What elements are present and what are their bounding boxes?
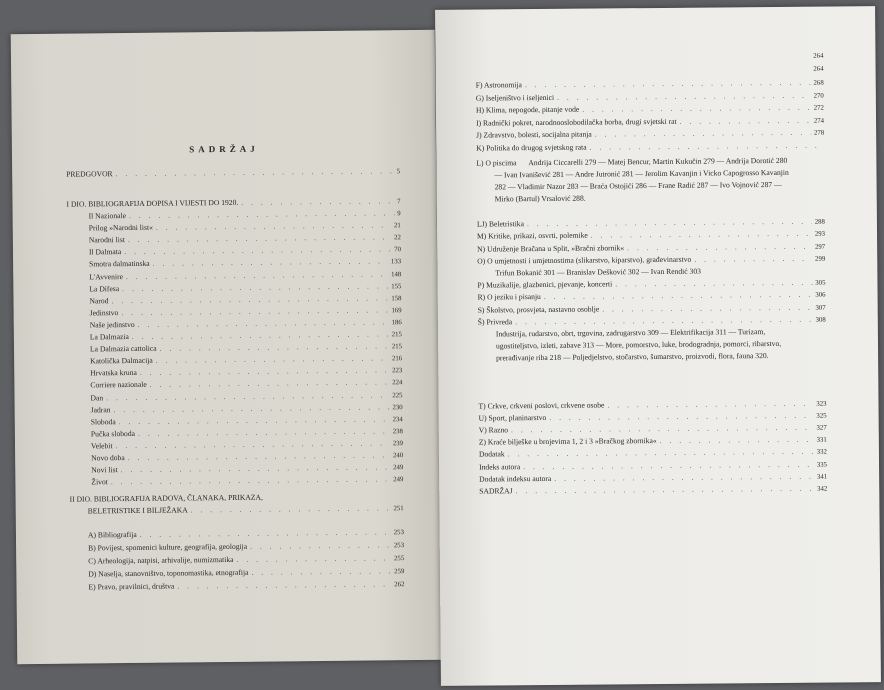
entry-label: LJ) Beletristika (476, 219, 524, 229)
entry-page: 270 (813, 92, 824, 100)
leader-dots (595, 127, 811, 141)
entry-page: 253 (393, 542, 405, 550)
entry-page: 268 (813, 79, 824, 87)
entry-page: 21 (393, 222, 401, 230)
entry-page: 249 (393, 464, 404, 472)
entry-page: 223 (392, 367, 403, 375)
entry-page: 9 (397, 210, 401, 218)
leader-dots (590, 140, 822, 154)
entry-page: 186 (391, 319, 402, 327)
entry-label: Novi list (91, 465, 118, 475)
entry-page: 308 (815, 316, 826, 324)
entry-label: F) Astronomija (475, 80, 522, 90)
toc-entry-sadrzaj (479, 483, 827, 499)
toc-entry-l-text: Andrija Ciccarelli 279 — Matej Bencur, Martin Kukučin 279 — Andrija Dorotić 280 — Ivan Ivanišević 281 — Andre Jutronić 281 — Jerolim Kavanjin i Vicko Capogrosso Kavanjin 282 — Vladimir Nazor 283 — Braća Ostojići 286 — Frane Radić 287 — Ivo Vojnović 287 — Mirko (Bartul) Vrsalović 288. (494, 155, 789, 204)
entry-page: 307 (815, 304, 826, 312)
entry-label: T) Crkve, crkveni poslovi, crkvene osobe (478, 400, 605, 411)
entry-page: 305 (815, 279, 826, 287)
page-number: 264 (813, 52, 824, 60)
toc-heading: SADRŽAJ (189, 143, 259, 155)
entry-label: U) Sport, planinarstvo (478, 413, 547, 423)
entry-page: 272 (813, 104, 824, 112)
entry-label: La Difesa (89, 283, 120, 294)
entry-label: H) Klima, nepogode, pitanje vode (475, 104, 580, 115)
entry-page: 216 (391, 355, 403, 363)
entry-page: 288 (814, 218, 825, 226)
entry-label: P) Muzikalije, glazbenici, pjevanje, koncerti (477, 279, 613, 290)
entry-label: S) Školstvo, prosvjeta, nastavno osoblje (477, 304, 600, 315)
entry-label: M) Kritike, prikazi, osvrti, polemike (476, 230, 588, 241)
entry-label: Narod (89, 295, 109, 306)
left-page (11, 30, 442, 664)
entry-page: 332 (816, 448, 827, 457)
entry-page: 299 (815, 255, 826, 263)
entry-page: 255 (393, 555, 405, 563)
entry-label: Dodatak indeksu autora (479, 473, 552, 484)
entry-page: 341 (816, 473, 828, 481)
leader-dots (251, 565, 391, 578)
entry-label: Velebit (90, 441, 113, 451)
entry-page: 239 (392, 440, 404, 448)
entry-page: 335 (816, 461, 828, 469)
entry-page: 5 (396, 168, 401, 176)
entry-label: Dodatak (478, 449, 505, 459)
leader-dots (191, 502, 391, 516)
entry-label: G) Iseljeništvo i iseljenici (475, 92, 555, 103)
leader-dots (250, 539, 391, 552)
right-page (435, 6, 881, 686)
entry-label: Naše jedinstvo (89, 319, 135, 330)
leader-dots (236, 552, 391, 566)
leader-dots (627, 240, 812, 254)
entry-page: 323 (816, 400, 827, 408)
entry-label: Corriere nazionale (90, 380, 147, 390)
entry-label: Z) Kraće bilješke u brojevima 1, 2 i 3 »Bračkog zbornika« (478, 436, 657, 447)
entry-page: 148 (391, 270, 402, 278)
entry-page: 215 (391, 331, 402, 339)
entry-page: 306 (815, 291, 826, 299)
entry-label: Hrvatska kruna (90, 368, 137, 378)
entry-page: 230 (392, 403, 403, 411)
entry-label: R) O jeziku i pisanju (477, 292, 541, 302)
leader-dots (177, 578, 391, 592)
entry-label: Jadran (90, 404, 111, 415)
entry-label: La Dalmazia (89, 332, 129, 342)
entry-page: 259 (394, 568, 405, 576)
toc-entry-part2-line1: II DIO. BIBLIOGRAFIJA RADOVA, ČLANAKA, PRIKAZA, (69, 492, 263, 504)
entry-label: Š) Privreda (477, 317, 513, 327)
leader-dots (116, 165, 394, 180)
entry-page: 297 (814, 243, 826, 251)
entry-page: 342 (817, 485, 828, 493)
entry-label: Il Nazionale (88, 211, 126, 221)
entry-page: 238 (392, 427, 403, 436)
entry-label: I DIO. BIBLIOGRAFIJA DOPISA I VIJESTI DO 1920. (66, 197, 239, 209)
entry-page: 215 (391, 343, 403, 351)
entry-label: Narodni list (88, 235, 125, 245)
entry-label: C) Arheologija, natpisi, arhivalije, numizmatika (88, 554, 234, 566)
leader-dots (680, 114, 811, 127)
leader-dots (516, 483, 815, 498)
entry-page: 293 (814, 230, 826, 238)
entry-page: 249 (393, 476, 404, 484)
entry-page: 262 (394, 581, 405, 589)
entry-label: Sloboda (90, 416, 116, 427)
entry-label: Život (91, 477, 108, 487)
entry-label: Smotra dalmatinska (89, 259, 150, 269)
entry-label: Prilog »Narodni list« (88, 222, 153, 233)
entry-page: 234 (392, 415, 403, 423)
entry-label: L'Avvenire (89, 271, 124, 281)
entry-page: 253 (393, 529, 404, 537)
entry-page: 224 (392, 379, 403, 387)
entry-page: 158 (391, 294, 402, 302)
entry-label: Jedinstvo (89, 307, 119, 318)
entry-label: PREDGOVOR (66, 169, 113, 179)
page-number: 264 (813, 65, 824, 73)
entry-label: Pučka sloboda (90, 428, 136, 439)
leader-dots (694, 253, 812, 266)
toc-entry (476, 140, 824, 155)
entry-page: 133 (390, 258, 402, 266)
entry-label: J) Zdravstvo, bolesti, socijalna pitanja (476, 129, 592, 140)
entry-label: N) Udruženje Bračana u Split, »Bračni zbornik« (477, 242, 625, 254)
entry-page: 274 (813, 117, 825, 125)
entry-page: 240 (392, 452, 404, 460)
entry-label: O) O umjetnosti i umjetnostima (slikarstvo, kiparstvo), građevinarstvo (477, 254, 692, 266)
entry-page: 327 (816, 424, 827, 432)
entry-label: E) Pravo, pravilnici, društva (88, 581, 175, 592)
entry-label: SADRŽAJ (479, 486, 513, 496)
toc-entry-part2 (88, 502, 404, 518)
entry-page: 225 (392, 391, 403, 399)
toc-entry-s-text: Industrija, rudarstvo, obrt, trgovina, zadrugarstvo 309 — Elektrifikacija 311 — Turizam, ugostiteljstvo, izleti, zabave 313 — More, pomorstvo, luke, brodogradnja, pomorci, ribarstvo, prerađivanje riba 218 — Poljedjelstvo, stočarstvo, šumarstvo, proizvodi, flora, fauna 320. (495, 327, 782, 363)
entry-label: Il Dalmata (88, 247, 122, 257)
leader-dots (582, 102, 811, 116)
entry-label: V) Razno (478, 425, 509, 435)
toc-entry-predgovor (66, 165, 400, 181)
entry-label: Indeks autora (479, 461, 521, 472)
leader-dots (111, 473, 390, 488)
entry-page: 251 (393, 505, 404, 513)
entry-label: Dan (90, 392, 104, 402)
toc-entry (88, 578, 404, 594)
entry-page: 7 (397, 198, 401, 206)
toc-entry (91, 473, 403, 489)
toc-entry-o-text: Trifun Bokanić 301 — Branislav Dešković 302 — Ivan Rendić 303 (495, 266, 701, 278)
entry-label: B) Povijest, spomenici kulture, geografija, geologija (88, 541, 248, 553)
entry-page: 70 (394, 246, 402, 254)
entry-label: K) Politika do drugog svjetskog rata (476, 142, 587, 153)
entry-page: 278 (813, 129, 825, 138)
entry-label: BELETRISTIKE I BILJEŽAKA (87, 505, 188, 516)
toc-entry-l-label: L) O piscima (476, 158, 517, 168)
entry-page: 169 (391, 306, 402, 315)
entry-page: 155 (391, 282, 402, 290)
entry-label: Katolička Dalmacija (90, 355, 153, 366)
entry-label: A) Bibliografija (87, 529, 137, 540)
entry-page: 325 (816, 412, 827, 420)
entry-label: D) Naselja, stanovništvo, toponomastika, etnografija (88, 567, 249, 579)
entry-label: Novo doba (91, 453, 125, 463)
entry-label: I) Radnički pokret, narodnooslobodilačka borba, drugi svjetski rat (476, 116, 677, 128)
entry-label: La Dalmazia cattolica (89, 343, 157, 354)
entry-page: 22 (394, 234, 401, 242)
entry-page: 331 (816, 436, 827, 444)
